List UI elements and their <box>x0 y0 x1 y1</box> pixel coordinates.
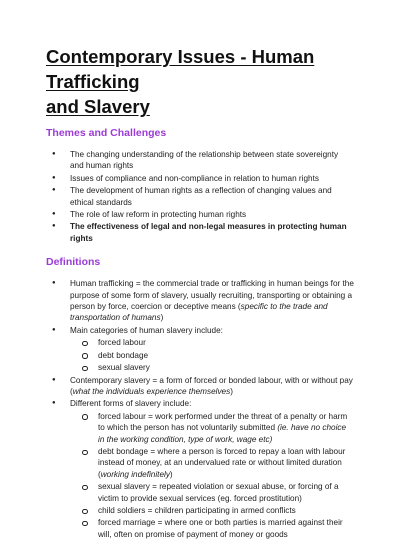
definition-text: Contemporary slavery = a form of forced or bonded labour, with or without pay ( <box>70 375 353 396</box>
form-note: (ie. have no choice in the working condition, type of work, wage etc) <box>98 423 347 444</box>
list-item: ● The role of law reform in protecting human rights <box>46 209 354 220</box>
list-item: ● Issues of compliance and non-compliance in relation to human rights <box>46 173 354 184</box>
list-item: debt bondage <box>70 350 354 361</box>
form-debt-bondage <box>70 446 354 480</box>
definitions-heading: Definitions <box>46 256 101 269</box>
page-title <box>46 44 354 119</box>
form-text: debt bondage = where a person is forced to repay a loan with labour instead of money, at an undervalued rate or without limited duration ( <box>98 446 346 479</box>
definition-close: ) <box>160 313 164 323</box>
form-close: ) <box>169 469 173 479</box>
form-forced-labour <box>70 411 354 445</box>
definition-text: Human trafficking = the commercial trade or trafficking in human beings for the purpose of some form of slavery, usually recruiting, transporting or obtaining a person by force, coercion or deceptive means ( <box>70 279 354 312</box>
form-sexual-slavery: sexual slavery = repeated violation or sexual abuse, or forcing of a victim to provide sexual services (eg. forced prostitution) <box>70 481 354 504</box>
title-line-1: Contemporary Issues - Human Trafficking <box>46 46 315 92</box>
definition-forms <box>46 398 354 540</box>
definition-text: Main categories of human slavery include: <box>70 325 223 335</box>
form-note: working indefinitely <box>100 469 170 479</box>
definition-close: ) <box>230 386 233 396</box>
list-item: ● The changing understanding of the relationship between state sovereignty and human rights <box>46 149 354 172</box>
definition-human-trafficking <box>46 278 354 324</box>
definition-contemporary-slavery <box>46 375 354 398</box>
list-item: ● The development of human rights as a reflection of changing values and ethical standards <box>46 185 354 208</box>
list-item: sexual slavery <box>70 362 354 373</box>
themes-heading: Themes and Challenges <box>46 127 167 139</box>
definition-note: specific to the trade and transportation of humans <box>70 302 328 323</box>
form-forced-marriage: forced marriage = where one or both parties is married against their will, often on promise of payment of money or goods <box>70 517 354 540</box>
definition-text: Different forms of slavery include: <box>70 399 192 409</box>
form-child-soldiers: child soldiers = children participating in armed conflicts <box>70 505 354 516</box>
form-text: forced labour = work performed under the threat of a penalty or harm to which the person has not voluntarily submitted <box>98 411 348 433</box>
themes-list <box>46 149 354 244</box>
title-line-2: and Slavery <box>46 96 150 117</box>
definition-main-categories <box>46 325 354 374</box>
definitions-list <box>46 278 354 540</box>
definition-note: what the individuals experience themselves <box>72 386 231 396</box>
categories-list <box>70 337 354 373</box>
forms-list <box>70 411 354 540</box>
list-item: forced labour <box>70 337 354 348</box>
list-item: ● The effectiveness of legal and non-legal measures in protecting human rights <box>46 221 354 244</box>
